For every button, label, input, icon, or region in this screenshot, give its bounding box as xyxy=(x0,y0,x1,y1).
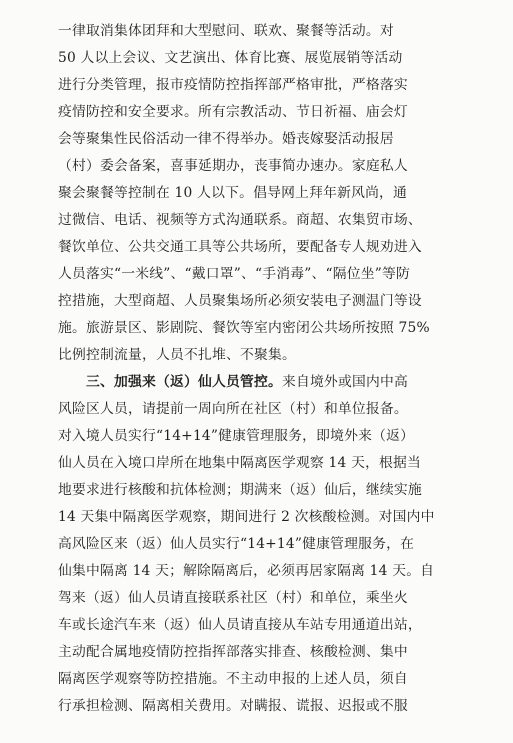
line-text: 一律取消集体团拜和大型慰问、联欢、聚餐等活动。对 xyxy=(58,23,394,39)
text-line-6 xyxy=(58,155,488,177)
text-line-10 xyxy=(58,263,488,285)
text-line-20 xyxy=(58,533,488,555)
text-line-12 xyxy=(58,317,488,339)
text-line-18 xyxy=(58,479,488,501)
line-text: 高风险区来（返）仙人员实行“14+14”健康管理服务，在 xyxy=(58,536,415,552)
text-line-8 xyxy=(58,209,488,231)
text-line-4 xyxy=(58,101,488,123)
text-line-2 xyxy=(58,47,488,69)
line-text: 主动配合属地疫情防控指挥部落实排查、核酸检测、集中 xyxy=(58,644,408,660)
line-text: 14 天集中隔离医学观察，期间进行 2 次核酸检测。对国内中 xyxy=(58,509,435,525)
text-line-3 xyxy=(58,74,488,96)
line-text: 聚会聚餐等控制在 10 人以下。倡导网上拜年新风尚，通 xyxy=(58,185,408,201)
text-line-17 xyxy=(58,452,488,474)
text-line-13 xyxy=(58,344,488,366)
line-text: 地要求进行核酸和抗体检测；期满来（返）仙后，继续实施 xyxy=(58,482,422,498)
section-heading-line xyxy=(58,371,513,393)
line-text: 进行分类管理，报市疫情防控指挥部严格审批，严格落实 xyxy=(58,77,408,93)
line-text: （村）委会备案，喜事延期办，丧事简办速办。家庭私人 xyxy=(58,158,408,174)
line-text: 比例控制流量，人员不扎堆、不聚集。 xyxy=(58,347,296,363)
line-text: 驾来（返）仙人员请直接联系社区（村）和单位，乘坐火 xyxy=(58,590,408,606)
line-text: 车或长途汽车来（返）仙人员请直接从车站专用通道出站， xyxy=(58,617,422,633)
line-text: 控措施，大型商超、人员聚集场所必须安装电子测温门等设 xyxy=(58,293,422,309)
text-line-26 xyxy=(58,695,488,717)
text-line-11 xyxy=(58,290,488,312)
line-text: 对入境人员实行“14+14”健康管理服务，即境外来（返） xyxy=(58,428,415,444)
line-text: 仙集中隔离 14 天；解除隔离后，必须再居家隔离 14 天。自 xyxy=(58,563,435,579)
text-line-22 xyxy=(58,587,488,609)
text-line-21 xyxy=(58,560,488,582)
text-line-5 xyxy=(58,128,488,150)
line-text: 会等聚集性民俗活动一律不得举办。婚丧嫁娶活动报居 xyxy=(58,131,394,147)
line-text: 风险区人员，请提前一周向所在社区（村）和单位报备。 xyxy=(58,401,408,417)
line-text: 来自境外或国内中高 xyxy=(281,374,408,390)
text-line-15 xyxy=(58,398,488,420)
line-text: 行承担检测、隔离相关费用。对瞒报、谎报、迟报或不服 xyxy=(58,698,408,714)
text-line-19 xyxy=(58,506,488,528)
section-heading: 三、加强来（返）仙人员管控。 xyxy=(86,374,282,390)
line-text: 施。旅游景区、影剧院、餐饮等室内密闭公共场所按照 75% xyxy=(58,320,430,336)
text-line-23 xyxy=(58,614,488,636)
text-line-25 xyxy=(58,668,488,690)
line-text: 仙人员在入境口岸所在地集中隔离医学观察 14 天，根据当 xyxy=(58,455,422,471)
text-line-9 xyxy=(58,236,488,258)
line-text: 疫情防控和安全要求。所有宗教活动、节日祈福、庙会灯 xyxy=(58,104,408,120)
line-text: 人员落实“一米线”、“戴口罩”、“手消毒”、“隔位坐”等防 xyxy=(58,266,410,282)
line-text: 餐饮单位、公共交通工具等公共场所，要配备专人规劝进入 xyxy=(58,239,422,255)
line-text: 过微信、电话、视频等方式沟通联系。商超、农集贸市场、 xyxy=(58,212,422,228)
line-text: 50 人以上会议、文艺演出、体育比赛、展览展销等活动 xyxy=(58,50,403,66)
text-line-1 xyxy=(58,20,488,42)
text-line-7 xyxy=(58,182,488,204)
text-line-24 xyxy=(58,641,488,663)
text-line-16 xyxy=(58,425,488,447)
line-text: 隔离医学观察等防控措施。不主动申报的上述人员，须自 xyxy=(58,671,408,687)
